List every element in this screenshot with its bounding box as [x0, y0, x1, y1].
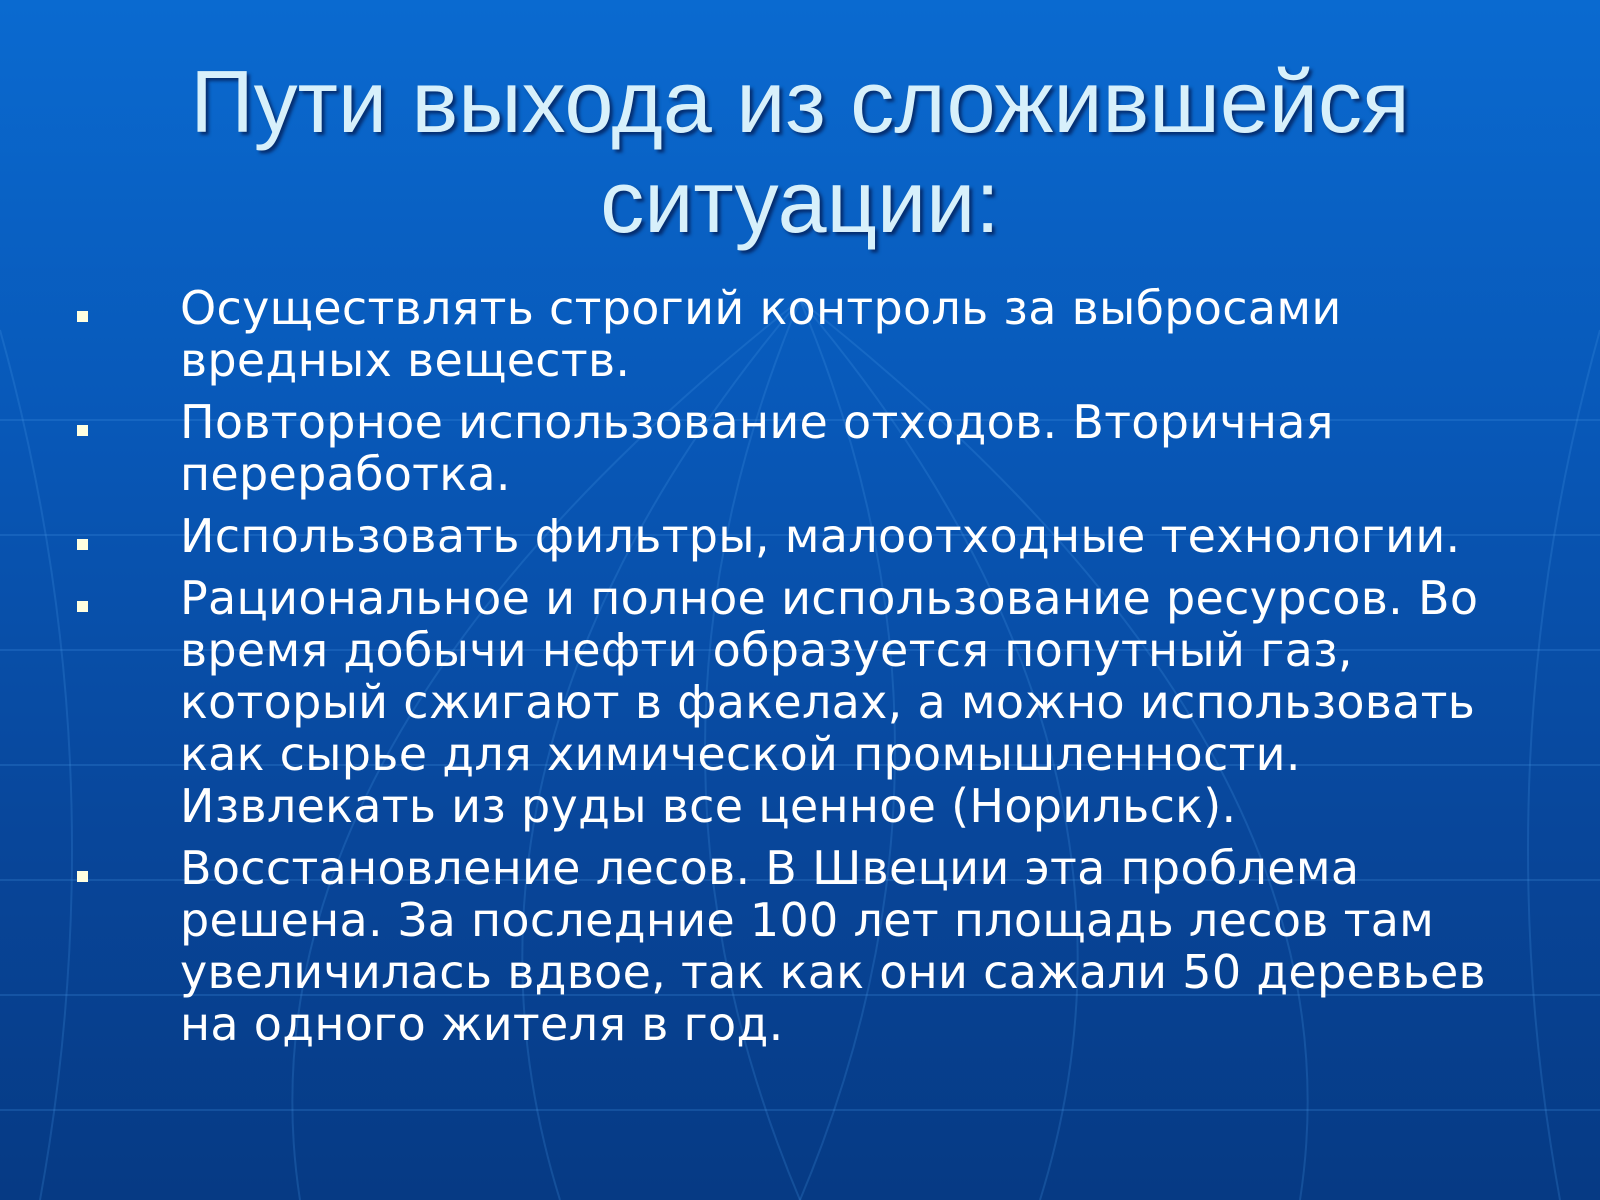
slide-title: [0, 52, 1600, 252]
bullet-item-emission-control: [0, 282, 1600, 386]
bullet-text: Восстановление лесов. В Швеции эта проблема решена. За последние 100 лет площадь лесов там увеличилась вдвое, так как они сажали 50 деревьев на одного жителя в год.: [180, 841, 1486, 1051]
bullet-text: Рациональное и полное использование ресурсов. Во время добычи нефти образуется попутный газ, который сжигают в факелах, а можно использовать как сырье для химической промышленности. Извлекать из руды все ценное (Норильск).: [180, 571, 1479, 833]
bullet-text: Повторное использование отходов. Вторичная переработка.: [180, 395, 1334, 501]
bullet-text: Использовать фильтры, малоотходные технологии.: [180, 509, 1461, 563]
bullet-list: [0, 282, 1600, 1060]
bullet-text: Осуществлять строгий контроль за выбросами вредных веществ.: [180, 281, 1342, 387]
bullet-item-waste-reuse: [0, 396, 1600, 500]
slide-title-line-1: Пути выхода из сложившейся: [190, 52, 1410, 151]
square-bullet-icon: [77, 539, 88, 550]
square-bullet-icon: [77, 601, 88, 612]
square-bullet-icon: [77, 311, 88, 322]
bullet-item-reforestation: [0, 842, 1600, 1050]
square-bullet-icon: [77, 425, 88, 436]
bullet-item-resource-use: [0, 572, 1600, 832]
bullet-item-filters: [0, 510, 1600, 562]
slide-title-line-2: ситуации:: [600, 152, 1000, 251]
square-bullet-icon: [77, 871, 88, 882]
